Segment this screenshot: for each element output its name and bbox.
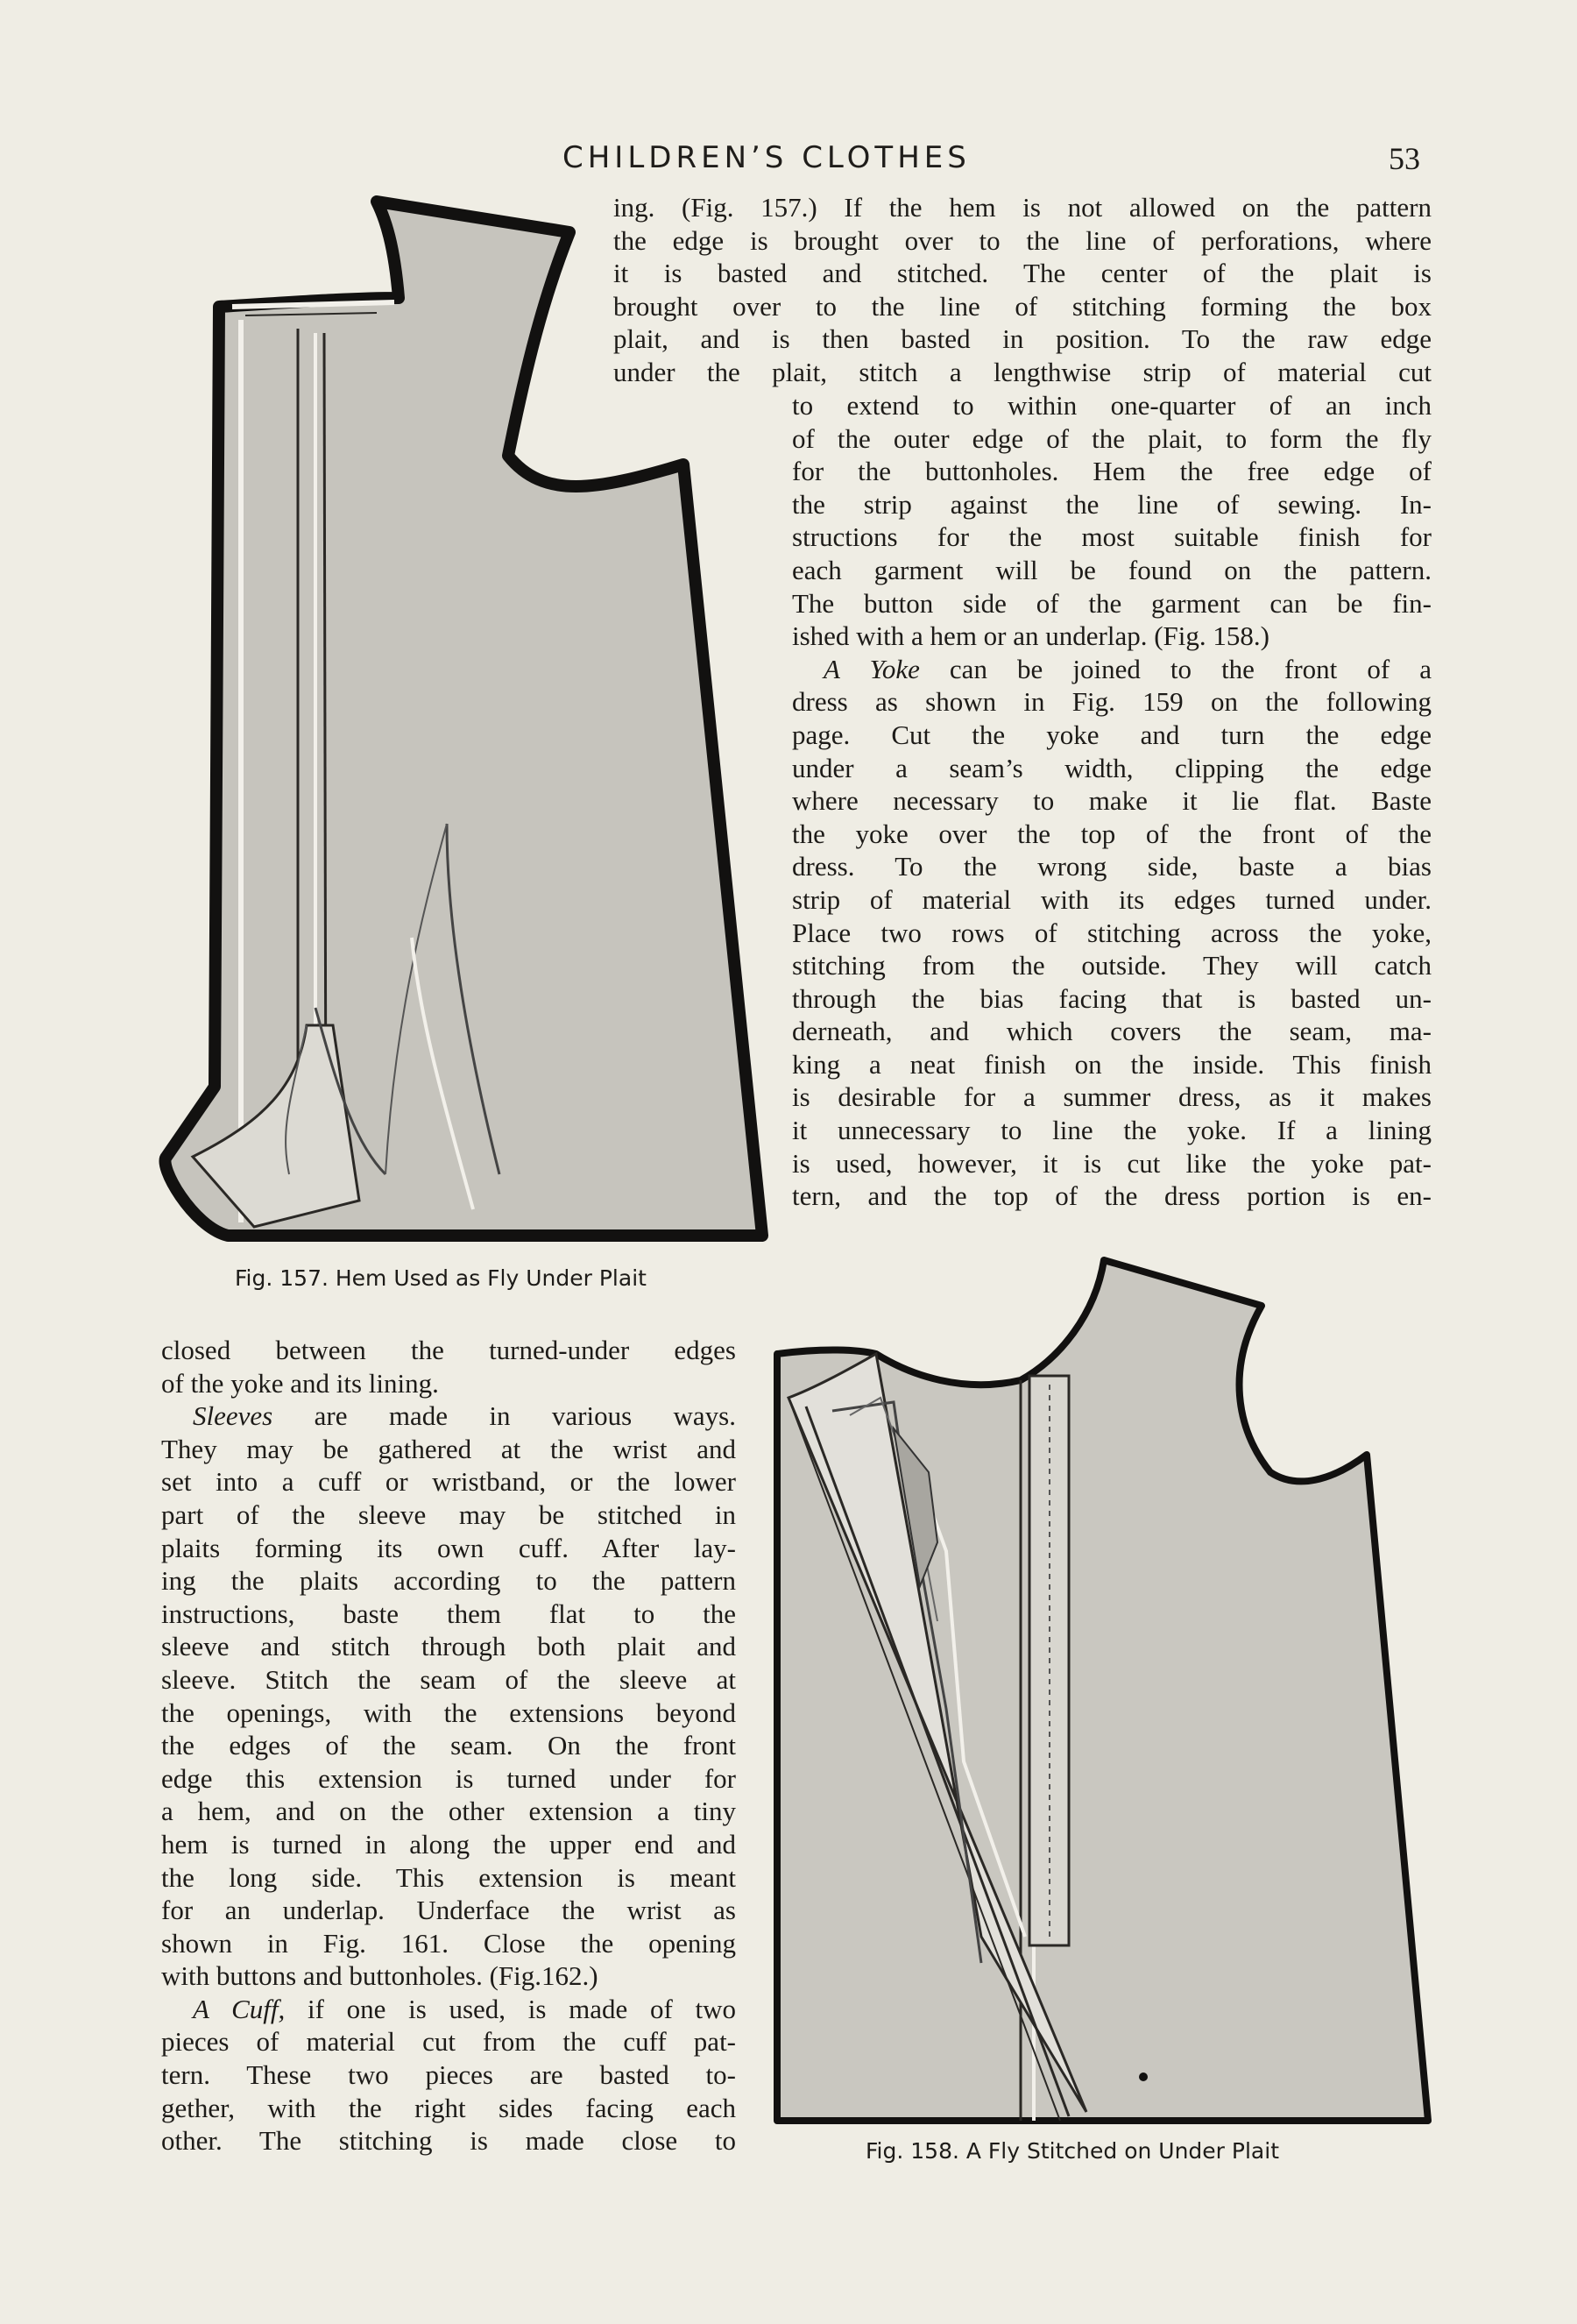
sleeves-heading-line	[161, 1399, 736, 1433]
text-line: the edges of the seam. On the front	[161, 1730, 736, 1761]
text-line: dress. To the wrong side, baste a bias	[792, 851, 1432, 882]
text-line: plaits forming its own cuff. After lay-	[161, 1532, 736, 1563]
text-line: ished with a hem or an underlap. (Fig. 158.)	[792, 620, 1269, 652]
text-line: with buttons and buttonholes. (Fig.162.)	[161, 1960, 598, 1992]
text-line: closed between the turned-under edges	[161, 1335, 736, 1365]
text-line: of the yoke and its lining.	[161, 1367, 439, 1399]
text-line: for the buttonholes. Hem the free edge of	[792, 456, 1432, 487]
running-header	[0, 140, 1577, 184]
text-line: under a seam’s width, clipping the edge	[792, 752, 1432, 783]
text-line: through the bias facing that is basted un-	[792, 982, 1432, 1014]
text-line: the openings, with the extensions beyond	[161, 1697, 736, 1728]
text-line: tern, and the top of the dress portion is en-	[792, 1180, 1432, 1212]
page-number: 53	[1389, 141, 1420, 176]
text-line: hem is turned in along the upper end and	[161, 1828, 736, 1860]
text-line: stitching from the outside. They will catch	[792, 950, 1432, 981]
figure-158-illustration	[771, 1253, 1437, 2129]
text-line: tern. These two pieces are basted to-	[161, 2059, 736, 2091]
text-line: instructions, baste them flat to the	[161, 1598, 736, 1629]
text-line: is desirable for a summer dress, as it makes	[792, 1081, 1432, 1113]
paragraph-fly	[792, 389, 1432, 1213]
text-line: where necessary to make it lie flat. Baste	[792, 785, 1432, 817]
text-line: gether, with the right sides facing each	[161, 2092, 736, 2123]
yoke-heading-line	[792, 653, 1432, 686]
running-title: CHILDREN’S CLOTHES	[562, 140, 971, 175]
sleeves-title: Sleeves	[193, 1400, 273, 1432]
text-line: the long side. This extension is meant	[161, 1861, 736, 1893]
text-line: structions for the most suitable finish for	[792, 521, 1432, 553]
cuff-title: A Cuff,	[193, 1993, 286, 2024]
text-line: for an underlap. Underface the wrist as	[161, 1895, 736, 1926]
text-line: edge this extension is turned under for	[161, 1762, 736, 1794]
text-line: pieces of material cut from the cuff pat-	[161, 2026, 736, 2058]
text-line: derneath, and which covers the seam, ma-	[792, 1016, 1432, 1047]
text-line: sleeve. Stitch the seam of the sleeve at	[161, 1663, 736, 1695]
text-line: strip of material with its edges turned under.	[792, 883, 1432, 915]
text-line: ing the plaits according to the pattern	[161, 1565, 736, 1597]
text-line: the strip against the line of sewing. In-	[792, 488, 1432, 520]
paragraph-sleeves	[161, 1334, 736, 2157]
text-line: king a neat finish on the inside. This finish	[792, 1048, 1432, 1080]
text-line: a hem, and on the other extension a tiny	[161, 1796, 736, 1827]
text-line: sleeve and stitch through both plait and	[161, 1631, 736, 1662]
text-line: if one is used, is made of two	[285, 1993, 737, 2024]
text-line: shown in Fig. 161. Close the opening	[161, 1927, 736, 1959]
text-line: is used, however, it is cut like the yoke pat-	[792, 1147, 1432, 1179]
text-line: brought over to the line of stitching forming the box	[613, 290, 1432, 322]
figure-158-caption: Fig. 158. A Fly Stitched on Under Plait	[866, 2138, 1279, 2164]
text-line: can be joined to the front of a	[919, 653, 1432, 684]
yoke-title: A Yoke	[824, 653, 920, 684]
text-line: are made in various ways.	[272, 1400, 736, 1432]
text-line: the yoke over the top of the front of the	[792, 818, 1432, 849]
text-line: They may be gathered at the wrist and	[161, 1433, 736, 1464]
text-line: Place two rows of stitching across the yoke,	[792, 917, 1432, 948]
text-line: under the plait, stitch a lengthwise strip of material cut	[613, 356, 1432, 387]
text-line: ing. (Fig. 157.) If the hem is not allowed on the pattern	[613, 192, 1432, 223]
text-line: each garment will be found on the pattern.	[792, 554, 1432, 585]
text-line: of the outer edge of the plait, to form the fly	[792, 422, 1432, 454]
text-line: set into a cuff or wristband, or the lower	[161, 1466, 736, 1498]
text-line: it unnecessary to line the yoke. If a lining	[792, 1115, 1432, 1146]
cuff-heading-line	[161, 1993, 736, 2026]
text-line: it is basted and stitched. The center of the plait is	[613, 258, 1432, 289]
text-line: dress as shown in Fig. 159 on the following	[792, 686, 1432, 718]
paragraph-hem-continued	[613, 191, 1432, 389]
text-line: The button side of the garment can be fin-	[792, 587, 1432, 619]
text-line: page. Cut the yoke and turn the edge	[792, 719, 1432, 750]
figure-158	[771, 1253, 1437, 2129]
text-line: part of the sleeve may be stitched in	[161, 1499, 736, 1530]
text-line: plait, and is then basted in position. To the raw edge	[613, 323, 1432, 355]
text-line: the edge is brought over to the line of perforations, where	[613, 224, 1432, 256]
figure-157-caption: Fig. 157. Hem Used as Fly Under Plait	[235, 1265, 647, 1291]
text-line: other. The stitching is made close to	[161, 2125, 736, 2157]
text-line: to extend to within one-quarter of an inch	[792, 390, 1432, 421]
